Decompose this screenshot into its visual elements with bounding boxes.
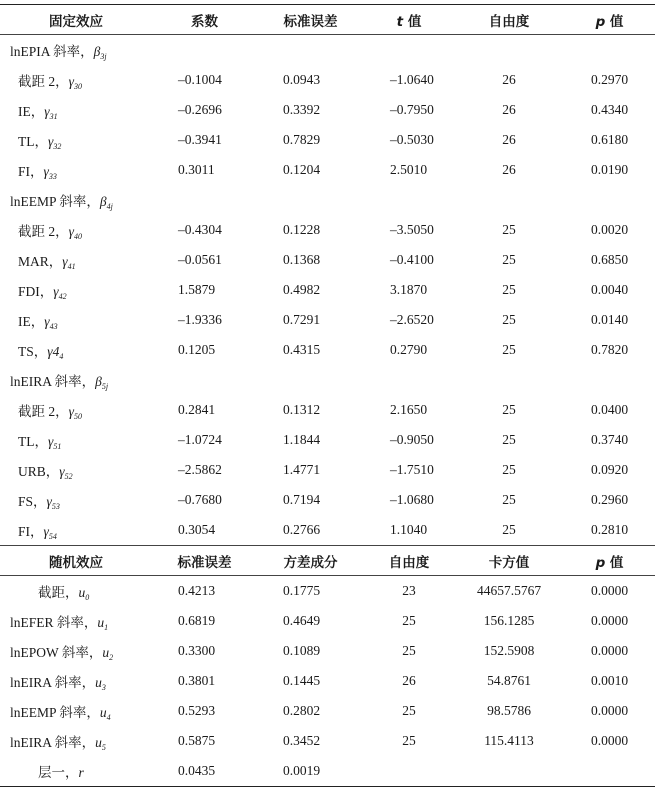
row-label-text: FS， xyxy=(18,493,47,509)
row-label-text: TL， xyxy=(18,133,48,149)
row-label xyxy=(0,576,152,607)
cell-standard-error: 0.4213 xyxy=(178,583,216,598)
row-label-text: TS， xyxy=(18,343,48,359)
cell-p-value: 0.0400 xyxy=(590,402,629,417)
cell-standard-error: 0.4315 xyxy=(283,342,321,357)
row-label-text: FI， xyxy=(18,523,44,539)
row-symbol: γ xyxy=(68,223,74,239)
cell-coefficient: –1.9336 xyxy=(178,312,222,327)
row-label xyxy=(0,215,152,245)
cell-standard-error: 0.1204 xyxy=(283,162,321,177)
row-symbol-subscript: 5 xyxy=(101,742,106,752)
cell-p-value: 0.7820 xyxy=(590,342,629,357)
cell-p-value: 0.3740 xyxy=(590,432,629,447)
group-row xyxy=(0,185,655,215)
row-symbol-subscript: 40 xyxy=(73,231,82,241)
row-symbol-subscript: 3j xyxy=(100,51,107,61)
cell-standard-error: 0.3392 xyxy=(283,102,321,117)
row-symbol-subscript: 5j xyxy=(101,381,109,391)
row-label xyxy=(0,606,152,636)
row-symbol-subscript: 1 xyxy=(104,622,109,632)
row-label xyxy=(0,515,152,546)
row-label-text: FI， xyxy=(18,163,44,179)
cell-t-value: –0.5030 xyxy=(390,132,434,147)
header-coefficient: 系数 xyxy=(152,5,257,35)
row-symbol-subscript: 4 xyxy=(59,351,64,361)
cell-variance-component: 0.1445 xyxy=(283,673,321,688)
cell-standard-error: 0.0943 xyxy=(283,72,321,87)
cell-standard-error: 0.1312 xyxy=(283,402,321,417)
row-symbol: γ xyxy=(53,283,59,299)
cell-df: 26 xyxy=(502,162,516,177)
row-label-text: lnEIRA 斜率， xyxy=(10,734,96,750)
cell-t-value: 0.2790 xyxy=(390,342,428,357)
row-label-text: URB， xyxy=(18,463,60,479)
row-label-text: 截距 2， xyxy=(18,403,69,419)
row-symbol: γ xyxy=(59,463,65,479)
row-symbol: γ xyxy=(43,163,49,179)
row-symbol: γ xyxy=(44,103,50,119)
row-label-text: lnEIRA 斜率， xyxy=(10,373,96,389)
cell-standard-error: 0.6819 xyxy=(178,613,216,628)
cell-p-value: 0.0000 xyxy=(590,583,629,598)
cell-variance-component: 0.1089 xyxy=(283,643,321,658)
cell-p-value: 0.0000 xyxy=(590,703,629,718)
row-symbol: β xyxy=(95,373,102,389)
cell-chi-square: 115.4113 xyxy=(484,733,534,748)
cell-df: 25 xyxy=(402,613,416,628)
row-symbol-subscript: 31 xyxy=(49,111,58,121)
row-symbol: u xyxy=(102,644,110,660)
group-label xyxy=(0,185,655,215)
row-symbol-subscript: 43 xyxy=(49,321,58,331)
row-symbol-subscript: 50 xyxy=(73,411,82,421)
row-label xyxy=(0,125,152,155)
cell-standard-error: 0.1368 xyxy=(283,252,321,267)
group-row xyxy=(0,35,655,66)
row-label xyxy=(0,245,152,275)
row-symbol-subscript: 53 xyxy=(51,501,60,511)
cell-df: 25 xyxy=(502,222,516,237)
cell-p-value: 0.2810 xyxy=(590,522,629,537)
row-symbol: u xyxy=(99,704,107,720)
cell-p-value: 0.0920 xyxy=(590,462,629,477)
table-row xyxy=(0,125,655,155)
cell-standard-error: 0.7194 xyxy=(283,492,321,507)
row-symbol: γ xyxy=(43,523,49,539)
row-label-text: 层一， xyxy=(38,765,79,780)
row-symbol: γ xyxy=(62,253,68,269)
cell-coefficient: –0.0561 xyxy=(178,252,222,267)
row-symbol: u xyxy=(97,614,105,630)
row-label-text: 截距 2， xyxy=(18,73,69,89)
row-label xyxy=(0,425,152,455)
row-symbol: β xyxy=(99,193,107,209)
header-t-value: t 值 xyxy=(364,5,454,35)
cell-df: 25 xyxy=(502,402,516,417)
cell-standard-error: 0.2766 xyxy=(283,522,321,537)
header-standard-error-2: 标准误差 xyxy=(152,546,257,576)
row-label xyxy=(0,335,152,365)
row-symbol-subscript: 0 xyxy=(85,592,90,602)
row-label xyxy=(0,696,152,726)
cell-p-value: 0.0010 xyxy=(590,673,629,688)
cell-df: 25 xyxy=(502,342,516,357)
cell-standard-error: 0.5293 xyxy=(178,703,216,718)
cell-df: 25 xyxy=(502,492,516,507)
cell-chi-square: 152.5908 xyxy=(483,643,535,658)
cell-standard-error: 0.4982 xyxy=(283,282,321,297)
cell-coefficient: –0.2696 xyxy=(178,102,222,117)
row-label-text: 截距， xyxy=(38,584,79,600)
cell-variance-component: 0.1775 xyxy=(283,583,321,598)
cell-p-value: 0.0040 xyxy=(590,282,629,297)
cell-standard-error: 0.1228 xyxy=(283,222,321,237)
row-label-text: 截距 2， xyxy=(18,223,69,239)
row-symbol: γ xyxy=(48,433,54,449)
row-symbol: γ xyxy=(68,73,74,89)
row-label xyxy=(0,395,152,425)
row-label-text: FDI， xyxy=(18,283,54,299)
table-row xyxy=(0,395,655,425)
cell-coefficient: –2.5862 xyxy=(178,462,222,477)
table-row xyxy=(0,95,655,125)
table-row xyxy=(0,485,655,515)
cell-df: 23 xyxy=(402,583,416,598)
row-symbol: β xyxy=(93,43,101,59)
cell-p-value: 0.0000 xyxy=(590,733,629,748)
header-variance-component: 方差成分 xyxy=(257,546,364,576)
cell-standard-error: 0.5875 xyxy=(178,733,216,748)
cell-df: 25 xyxy=(402,703,416,718)
cell-coefficient: 0.3011 xyxy=(178,162,215,177)
cell-chi-square: 98.5786 xyxy=(487,703,531,718)
row-label-text: lnEEMP 斜率， xyxy=(10,193,100,209)
row-symbol: γ4 xyxy=(47,343,60,359)
header-df-2: 自由度 xyxy=(364,546,454,576)
row-label xyxy=(0,155,152,185)
row-label-text: IE， xyxy=(18,103,45,119)
cell-t-value: 3.1870 xyxy=(390,282,428,297)
cell-p-value: 0.6180 xyxy=(590,132,629,147)
row-symbol: γ xyxy=(44,313,50,329)
cell-p-value: 0.6850 xyxy=(590,252,629,267)
cell-p-value: 0.2970 xyxy=(590,72,629,87)
row-label xyxy=(0,636,152,666)
cell-coefficient: 1.5879 xyxy=(178,282,216,297)
table-row xyxy=(0,335,655,365)
row-symbol: γ xyxy=(48,133,54,149)
row-label-text: TL， xyxy=(18,433,48,449)
table-row xyxy=(0,726,655,756)
cell-standard-error: 0.3300 xyxy=(178,643,216,658)
cell-df: 26 xyxy=(502,102,516,117)
row-label-text: lnEPOW 斜率， xyxy=(10,644,103,660)
cell-standard-error: 0.0435 xyxy=(152,756,257,787)
cell-p-value: 0.4340 xyxy=(590,102,629,117)
row-symbol-subscript: 3 xyxy=(101,682,106,692)
row-symbol-subscript: 32 xyxy=(53,141,62,151)
cell-t-value: –3.5050 xyxy=(390,222,434,237)
row-symbol-subscript: 30 xyxy=(73,81,82,91)
row-symbol-subscript: 52 xyxy=(64,471,73,481)
cell-t-value: 2.1650 xyxy=(390,402,428,417)
cell-t-value: –0.4100 xyxy=(390,252,434,267)
cell-df: 25 xyxy=(502,522,516,537)
cell-df: 25 xyxy=(502,282,516,297)
cell-chi-square: 44657.5767 xyxy=(476,583,542,598)
row-symbol: u xyxy=(95,734,102,750)
header-chi-square: 卡方值 xyxy=(454,546,564,576)
cell-variance-component: 0.0019 xyxy=(257,756,364,787)
cell-standard-error: 0.3801 xyxy=(178,673,216,688)
random-effects-header-row xyxy=(0,546,655,576)
cell-t-value: 2.5010 xyxy=(390,162,428,177)
group-row xyxy=(0,365,655,395)
table-row xyxy=(0,425,655,455)
table-row xyxy=(0,756,655,787)
table-row xyxy=(0,245,655,275)
table-row xyxy=(0,65,655,95)
cell-t-value: –1.0680 xyxy=(390,492,434,507)
table-row xyxy=(0,606,655,636)
cell-df: 25 xyxy=(502,312,516,327)
cell-chi-square xyxy=(454,756,564,787)
cell-coefficient: –0.4304 xyxy=(178,222,222,237)
table-row xyxy=(0,696,655,726)
cell-df: 25 xyxy=(402,643,416,658)
cell-variance-component: 0.4649 xyxy=(283,613,321,628)
cell-t-value: –0.7950 xyxy=(390,102,434,117)
header-standard-error: 标准误差 xyxy=(257,5,364,35)
cell-coefficient: 0.2841 xyxy=(178,402,216,417)
cell-df: 26 xyxy=(502,72,516,87)
cell-p-value: 0.0190 xyxy=(590,162,629,177)
row-label xyxy=(0,756,152,787)
cell-p-value: 0.2960 xyxy=(590,492,629,507)
cell-t-value: –1.0640 xyxy=(390,72,434,87)
group-label xyxy=(0,35,655,66)
header-df: 自由度 xyxy=(454,5,564,35)
cell-df: 25 xyxy=(502,462,516,477)
group-label xyxy=(0,365,655,395)
cell-coefficient: –0.1004 xyxy=(178,72,222,87)
cell-variance-component: 0.3452 xyxy=(283,733,321,748)
header-random-effect: 随机效应 xyxy=(0,546,152,576)
table-row xyxy=(0,455,655,485)
row-symbol-subscript: 33 xyxy=(48,171,57,181)
cell-df: 25 xyxy=(402,733,416,748)
cell-df xyxy=(364,756,454,787)
row-label xyxy=(0,65,152,95)
header-p-value: p 值 xyxy=(564,5,655,35)
row-label xyxy=(0,485,152,515)
cell-variance-component: 0.2802 xyxy=(283,703,321,718)
table-body xyxy=(0,5,655,787)
table-row xyxy=(0,305,655,335)
cell-coefficient: 0.3054 xyxy=(178,522,216,537)
cell-t-value: –0.9050 xyxy=(390,432,434,447)
row-label-text: lnEEMP 斜率， xyxy=(10,704,100,720)
cell-coefficient: –1.0724 xyxy=(178,432,222,447)
row-label-text: IE， xyxy=(18,313,45,329)
table-row xyxy=(0,275,655,305)
cell-coefficient: –0.7680 xyxy=(178,492,222,507)
cell-standard-error: 1.1844 xyxy=(283,432,321,447)
row-symbol-subscript: 51 xyxy=(53,441,62,451)
cell-t-value: –2.6520 xyxy=(390,312,434,327)
cell-standard-error: 0.7829 xyxy=(283,132,321,147)
row-label xyxy=(0,95,152,125)
cell-coefficient: –0.3941 xyxy=(178,132,222,147)
cell-standard-error: 1.4771 xyxy=(283,462,321,477)
row-label xyxy=(0,275,152,305)
row-label xyxy=(0,726,152,756)
cell-coefficient: 0.1205 xyxy=(178,342,216,357)
row-symbol-subscript: 2 xyxy=(109,652,114,662)
cell-standard-error: 0.7291 xyxy=(283,312,321,327)
row-symbol: u xyxy=(95,674,102,690)
row-symbol-subscript: 4 xyxy=(106,712,111,722)
table-row xyxy=(0,576,655,607)
header-fixed-effect: 固定效应 xyxy=(0,5,152,35)
row-label-text: lnEPIA 斜率， xyxy=(10,43,94,59)
row-symbol: r xyxy=(78,765,84,780)
cell-t-value: –1.7510 xyxy=(390,462,434,477)
row-symbol-subscript: 54 xyxy=(48,531,57,541)
cell-p-value: 0.0000 xyxy=(590,613,629,628)
table-row xyxy=(0,666,655,696)
table-row xyxy=(0,515,655,546)
cell-chi-square: 54.8761 xyxy=(487,673,531,688)
table-row xyxy=(0,636,655,666)
cell-t-value: 1.1040 xyxy=(390,522,428,537)
cell-p-value: 0.0140 xyxy=(590,312,629,327)
hlm-results-table xyxy=(0,4,655,787)
row-symbol: γ xyxy=(68,403,74,419)
cell-p-value: 0.0020 xyxy=(590,222,629,237)
row-symbol: u xyxy=(78,584,86,600)
table-row xyxy=(0,155,655,185)
row-label-text: MAR， xyxy=(18,253,63,269)
cell-df: 26 xyxy=(502,132,516,147)
row-symbol: γ xyxy=(46,493,52,509)
row-symbol-subscript: 42 xyxy=(58,291,67,301)
header-p-value-2: p 值 xyxy=(564,546,655,576)
row-label-text: lnEFER 斜率， xyxy=(10,614,98,630)
row-symbol-subscript: 4j xyxy=(106,201,113,211)
fixed-effects-header-row xyxy=(0,5,655,35)
cell-chi-square: 156.1285 xyxy=(483,613,535,628)
row-label xyxy=(0,666,152,696)
cell-df: 25 xyxy=(502,432,516,447)
cell-df: 25 xyxy=(502,252,516,267)
cell-p-value xyxy=(564,756,655,787)
table-row xyxy=(0,215,655,245)
row-symbol-subscript: 41 xyxy=(67,261,76,271)
row-label xyxy=(0,305,152,335)
cell-p-value: 0.0000 xyxy=(590,643,629,658)
row-label-text: lnEIRA 斜率， xyxy=(10,674,96,690)
cell-df: 26 xyxy=(402,673,416,688)
row-label xyxy=(0,455,152,485)
